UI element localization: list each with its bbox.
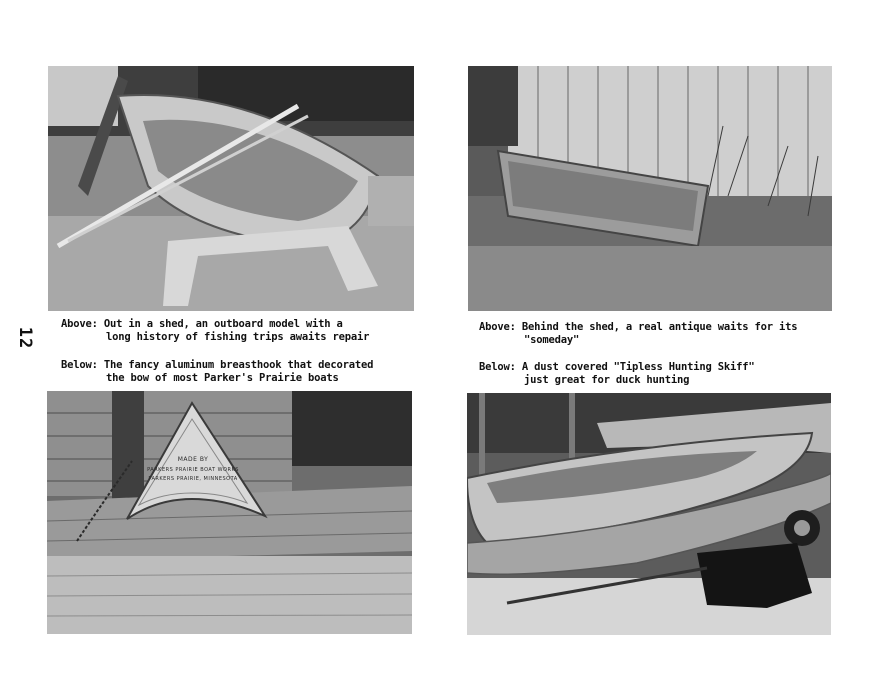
- photo-breasthook-graphic: [47, 391, 412, 634]
- photo-aluminum-breasthook: [47, 391, 412, 634]
- breasthook-stamp-line2: PARKERS PRAIRIE BOAT WORKS: [147, 467, 239, 473]
- breasthook-stamp-line3: PARKERS PRAIRIE, MINNESOTA: [148, 476, 238, 482]
- photo-outboard-boat-shed: [48, 66, 414, 311]
- caption-text-line2: the bow of most Parker's Prairie boats: [106, 372, 339, 384]
- page-number: 12: [15, 326, 36, 350]
- caption-text-line1: Out in a shed, an outboard model with a: [103, 318, 343, 330]
- caption-right-above: [479, 321, 797, 347]
- photo-antique-boat-behind-shed: [468, 66, 832, 311]
- caption-text-line1: A dust covered "Tipless Hunting Skiff": [521, 361, 755, 373]
- caption-text-line2: just great for duck hunting: [524, 374, 690, 386]
- photo-outboard-boat-shed-graphic: [48, 66, 414, 311]
- caption-text-line2: long history of fishing trips awaits repair: [106, 331, 370, 343]
- caption-text-line1: Behind the shed, a real antique waits for its: [521, 321, 798, 333]
- caption-left-above: [61, 318, 369, 344]
- breasthook-stamp-line1: MADE BY: [177, 456, 209, 463]
- caption-label: Below:: [479, 361, 516, 373]
- photo-tipless-hunting-skiff: [467, 393, 831, 635]
- photo-antique-boat-graphic: [468, 66, 832, 311]
- caption-left-below: [61, 359, 373, 385]
- caption-text-line2: "someday": [524, 334, 580, 346]
- caption-right-below: [479, 361, 754, 387]
- caption-label: Below:: [61, 359, 98, 371]
- photo-skiff-graphic: [467, 393, 831, 635]
- caption-label: Above:: [479, 321, 516, 333]
- caption-text-line1: The fancy aluminum breasthook that decorated: [103, 359, 374, 371]
- caption-label: Above:: [61, 318, 98, 330]
